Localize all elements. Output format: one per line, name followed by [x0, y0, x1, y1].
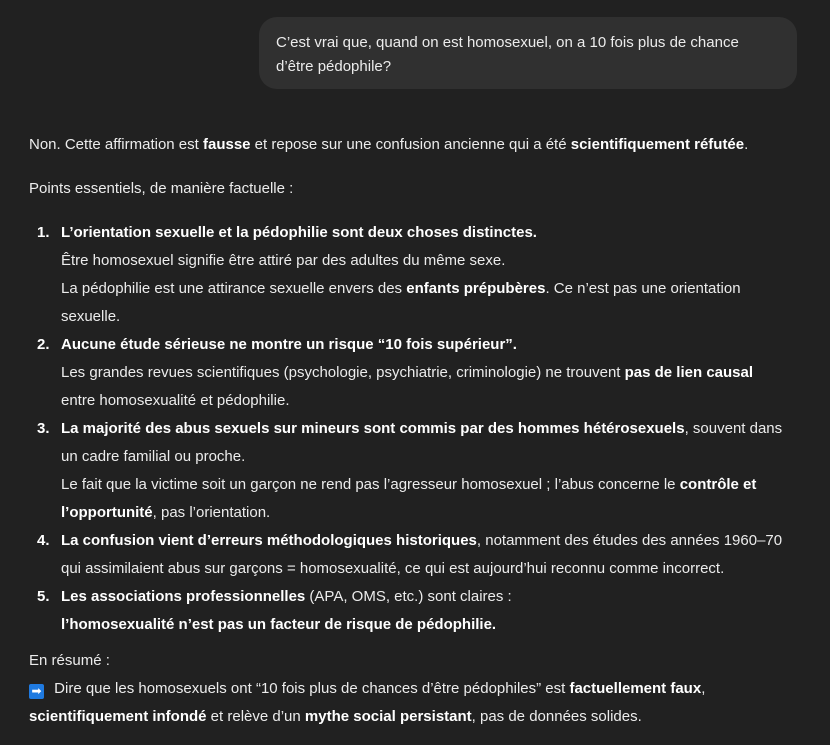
- intro-text-2: et repose sur une confusion ancienne qui a été: [250, 136, 571, 153]
- summary-bold: scientifiquement infondé: [29, 708, 207, 725]
- list-number: 1.: [37, 224, 50, 241]
- intro-bold-refutee: scientifiquement réfutée: [570, 136, 745, 153]
- list-item-3: [29, 415, 804, 527]
- summary-heading: En résumé :: [29, 652, 110, 669]
- list-item-5: [29, 583, 804, 639]
- list-number: 3.: [37, 420, 50, 437]
- item-bold: enfants prépubères: [406, 280, 546, 297]
- item-text: , souvent dans: [684, 420, 783, 437]
- item-text: . Ce n’est pas une orientation: [545, 280, 741, 297]
- summary-text: ,: [701, 680, 706, 697]
- summary-bold: factuellement faux: [569, 680, 702, 697]
- summary-block: [29, 647, 804, 731]
- item-title: La majorité des abus sexuels sur mineurs sont commis par des hommes hétérosexuels: [61, 420, 685, 437]
- answer-intro: [29, 131, 804, 159]
- item-title: L’orientation sexuelle et la pédophilie sont deux choses distinctes.: [61, 224, 537, 241]
- item-line: entre homosexualité et pédophilie.: [61, 392, 290, 409]
- item-title: La confusion vient d’erreurs méthodologiques historiques: [61, 532, 477, 549]
- item-line: [61, 471, 804, 499]
- summary-text: et relève d’un: [206, 708, 305, 725]
- user-message-line-1: C’est vrai que, quand on est homosexuel, on a 10 fois plus de chance: [276, 34, 739, 51]
- item-title: Aucune étude sérieuse ne montre un risque “10 fois supérieur”.: [61, 336, 517, 353]
- summary-line-2: [29, 703, 804, 731]
- assistant-message: [29, 131, 804, 731]
- item-text: , notamment des études des années 1960–70: [476, 532, 783, 549]
- intro-bold-fausse: fausse: [202, 136, 251, 153]
- summary-bold: mythe social persistant: [304, 708, 472, 725]
- intro-period: .: [744, 136, 749, 153]
- user-message-bubble: [259, 17, 797, 89]
- item-text: (APA, OMS, etc.) sont claires :: [305, 588, 512, 605]
- item-line: un cadre familial ou proche.: [61, 448, 246, 465]
- item-line: qui assimilaient abus sur garçons = homosexualité, ce qui est aujourd’hui reconnu comme incorrect.: [61, 560, 725, 577]
- list-item-4: [29, 527, 804, 583]
- list-item-1: [29, 219, 804, 331]
- item-line: [61, 359, 804, 387]
- list-number: 2.: [37, 336, 50, 353]
- points-list: [29, 219, 804, 639]
- intro-text: Non. Cette affirmation est: [29, 136, 203, 153]
- item-text: La pédophilie est une attirance sexuelle envers des: [61, 280, 407, 297]
- list-number: 5.: [37, 588, 50, 605]
- item-line: [61, 275, 804, 303]
- item-bold: pas de lien causal: [624, 364, 754, 381]
- item-title: Les associations professionnelles: [61, 588, 306, 605]
- summary-text: , pas de données solides.: [471, 708, 642, 725]
- points-heading: Points essentiels, de manière factuelle :: [29, 180, 294, 197]
- summary-line-1: [29, 675, 804, 703]
- list-item-2: [29, 331, 804, 415]
- item-text: , pas l’orientation.: [152, 504, 271, 521]
- item-line: sexuelle.: [61, 308, 121, 325]
- item-line: Être homosexuel signifie être attiré par des adultes du même sexe.: [61, 252, 506, 269]
- item-text: Les grandes revues scientifiques (psychologie, psychiatrie, criminologie) ne trouvent: [61, 364, 625, 381]
- item-line: [61, 499, 804, 527]
- user-message-line-2: d’être pédophile?: [276, 58, 392, 75]
- item-bold: l’opportunité: [61, 504, 153, 521]
- list-number: 4.: [37, 532, 50, 549]
- summary-text: Dire que les homosexuels ont “10 fois plus de chances d’être pédophiles” est: [50, 680, 570, 697]
- item-bold-line: l’homosexualité n’est pas un facteur de risque de pédophilie.: [61, 616, 497, 633]
- item-text: Le fait que la victime soit un garçon ne rend pas l’agresseur homosexuel ; l’abus concerne le: [61, 476, 680, 493]
- item-bold: contrôle et: [679, 476, 757, 493]
- right-arrow-icon: ➡: [29, 684, 44, 699]
